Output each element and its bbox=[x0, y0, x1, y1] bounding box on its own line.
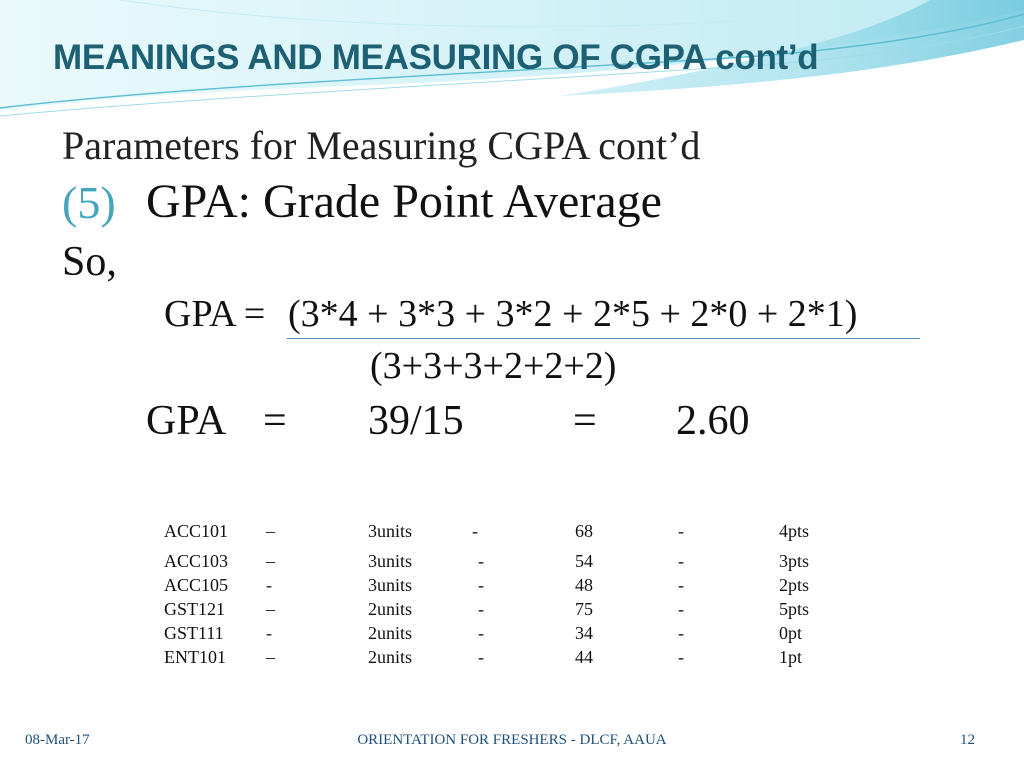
course-code: GST121 bbox=[164, 599, 226, 619]
result-label: GPA bbox=[146, 398, 227, 444]
course-dash: - bbox=[478, 647, 484, 667]
course-code: ACC105 bbox=[164, 575, 229, 595]
course-dash: - bbox=[478, 575, 484, 595]
item-number: (5) bbox=[62, 177, 116, 228]
formula-denominator: (3+3+3+2+2+2) bbox=[370, 345, 617, 387]
course-dash: - bbox=[678, 575, 684, 595]
course-points: 5pts bbox=[779, 599, 810, 619]
course-score: 68 bbox=[575, 521, 593, 541]
course-dash: – bbox=[266, 551, 275, 571]
formula-numerator: (3*4 + 3*3 + 3*2 + 2*5 + 2*0 + 2*1) bbox=[288, 293, 858, 335]
course-dash: - bbox=[472, 521, 478, 541]
course-points: 3pts bbox=[779, 551, 810, 571]
footer-date: 08-Mar-17 bbox=[25, 732, 90, 748]
course-units: 3units bbox=[368, 551, 413, 571]
course-points: 2pts bbox=[779, 575, 810, 595]
result-equals-2: = bbox=[573, 398, 597, 444]
fraction-line bbox=[287, 338, 920, 339]
subtitle: Parameters for Measuring CGPA cont’d bbox=[62, 123, 701, 168]
course-dash: - bbox=[678, 551, 684, 571]
result-equals-1: = bbox=[263, 398, 287, 444]
course-dash: – bbox=[266, 647, 275, 667]
course-dash: - bbox=[478, 623, 484, 643]
result-fraction: 39/15 bbox=[368, 398, 464, 444]
result-value: 2.60 bbox=[676, 398, 750, 444]
page-number: 12 bbox=[960, 732, 975, 748]
course-units: 2units bbox=[368, 599, 413, 619]
course-units: 2units bbox=[368, 647, 413, 667]
course-code: ACC101 bbox=[164, 521, 229, 541]
formula-lhs: GPA = bbox=[164, 293, 266, 335]
slide-title: MEANINGS AND MEASURING OF CGPA cont’d bbox=[53, 38, 819, 77]
course-code: ENT101 bbox=[164, 647, 226, 667]
course-points: 0pt bbox=[779, 623, 803, 643]
course-points: 1pt bbox=[779, 647, 803, 667]
course-units: 3units bbox=[368, 575, 413, 595]
course-units: 2units bbox=[368, 623, 413, 643]
course-dash: - bbox=[478, 551, 484, 571]
so-text: So, bbox=[62, 239, 117, 285]
course-points: 4pts bbox=[779, 521, 810, 541]
course-dash: - bbox=[678, 623, 684, 643]
course-score: 75 bbox=[575, 599, 593, 619]
course-score: 44 bbox=[575, 647, 593, 667]
course-dash: - bbox=[266, 623, 272, 643]
course-dash: - bbox=[678, 521, 684, 541]
course-score: 48 bbox=[575, 575, 593, 595]
course-score: 34 bbox=[575, 623, 593, 643]
course-dash: - bbox=[478, 599, 484, 619]
item-heading: GPA: Grade Point Average bbox=[146, 175, 662, 228]
course-score: 54 bbox=[575, 551, 593, 571]
course-dash: - bbox=[266, 575, 272, 595]
footer-text: ORIENTATION FOR FRESHERS - DLCF, AAUA bbox=[357, 732, 667, 748]
course-dash: - bbox=[678, 599, 684, 619]
course-dash: – bbox=[266, 521, 275, 541]
course-dash: - bbox=[678, 647, 684, 667]
course-code: GST111 bbox=[164, 623, 224, 643]
course-units: 3units bbox=[368, 521, 413, 541]
course-dash: – bbox=[266, 599, 275, 619]
course-code: ACC103 bbox=[164, 551, 229, 571]
